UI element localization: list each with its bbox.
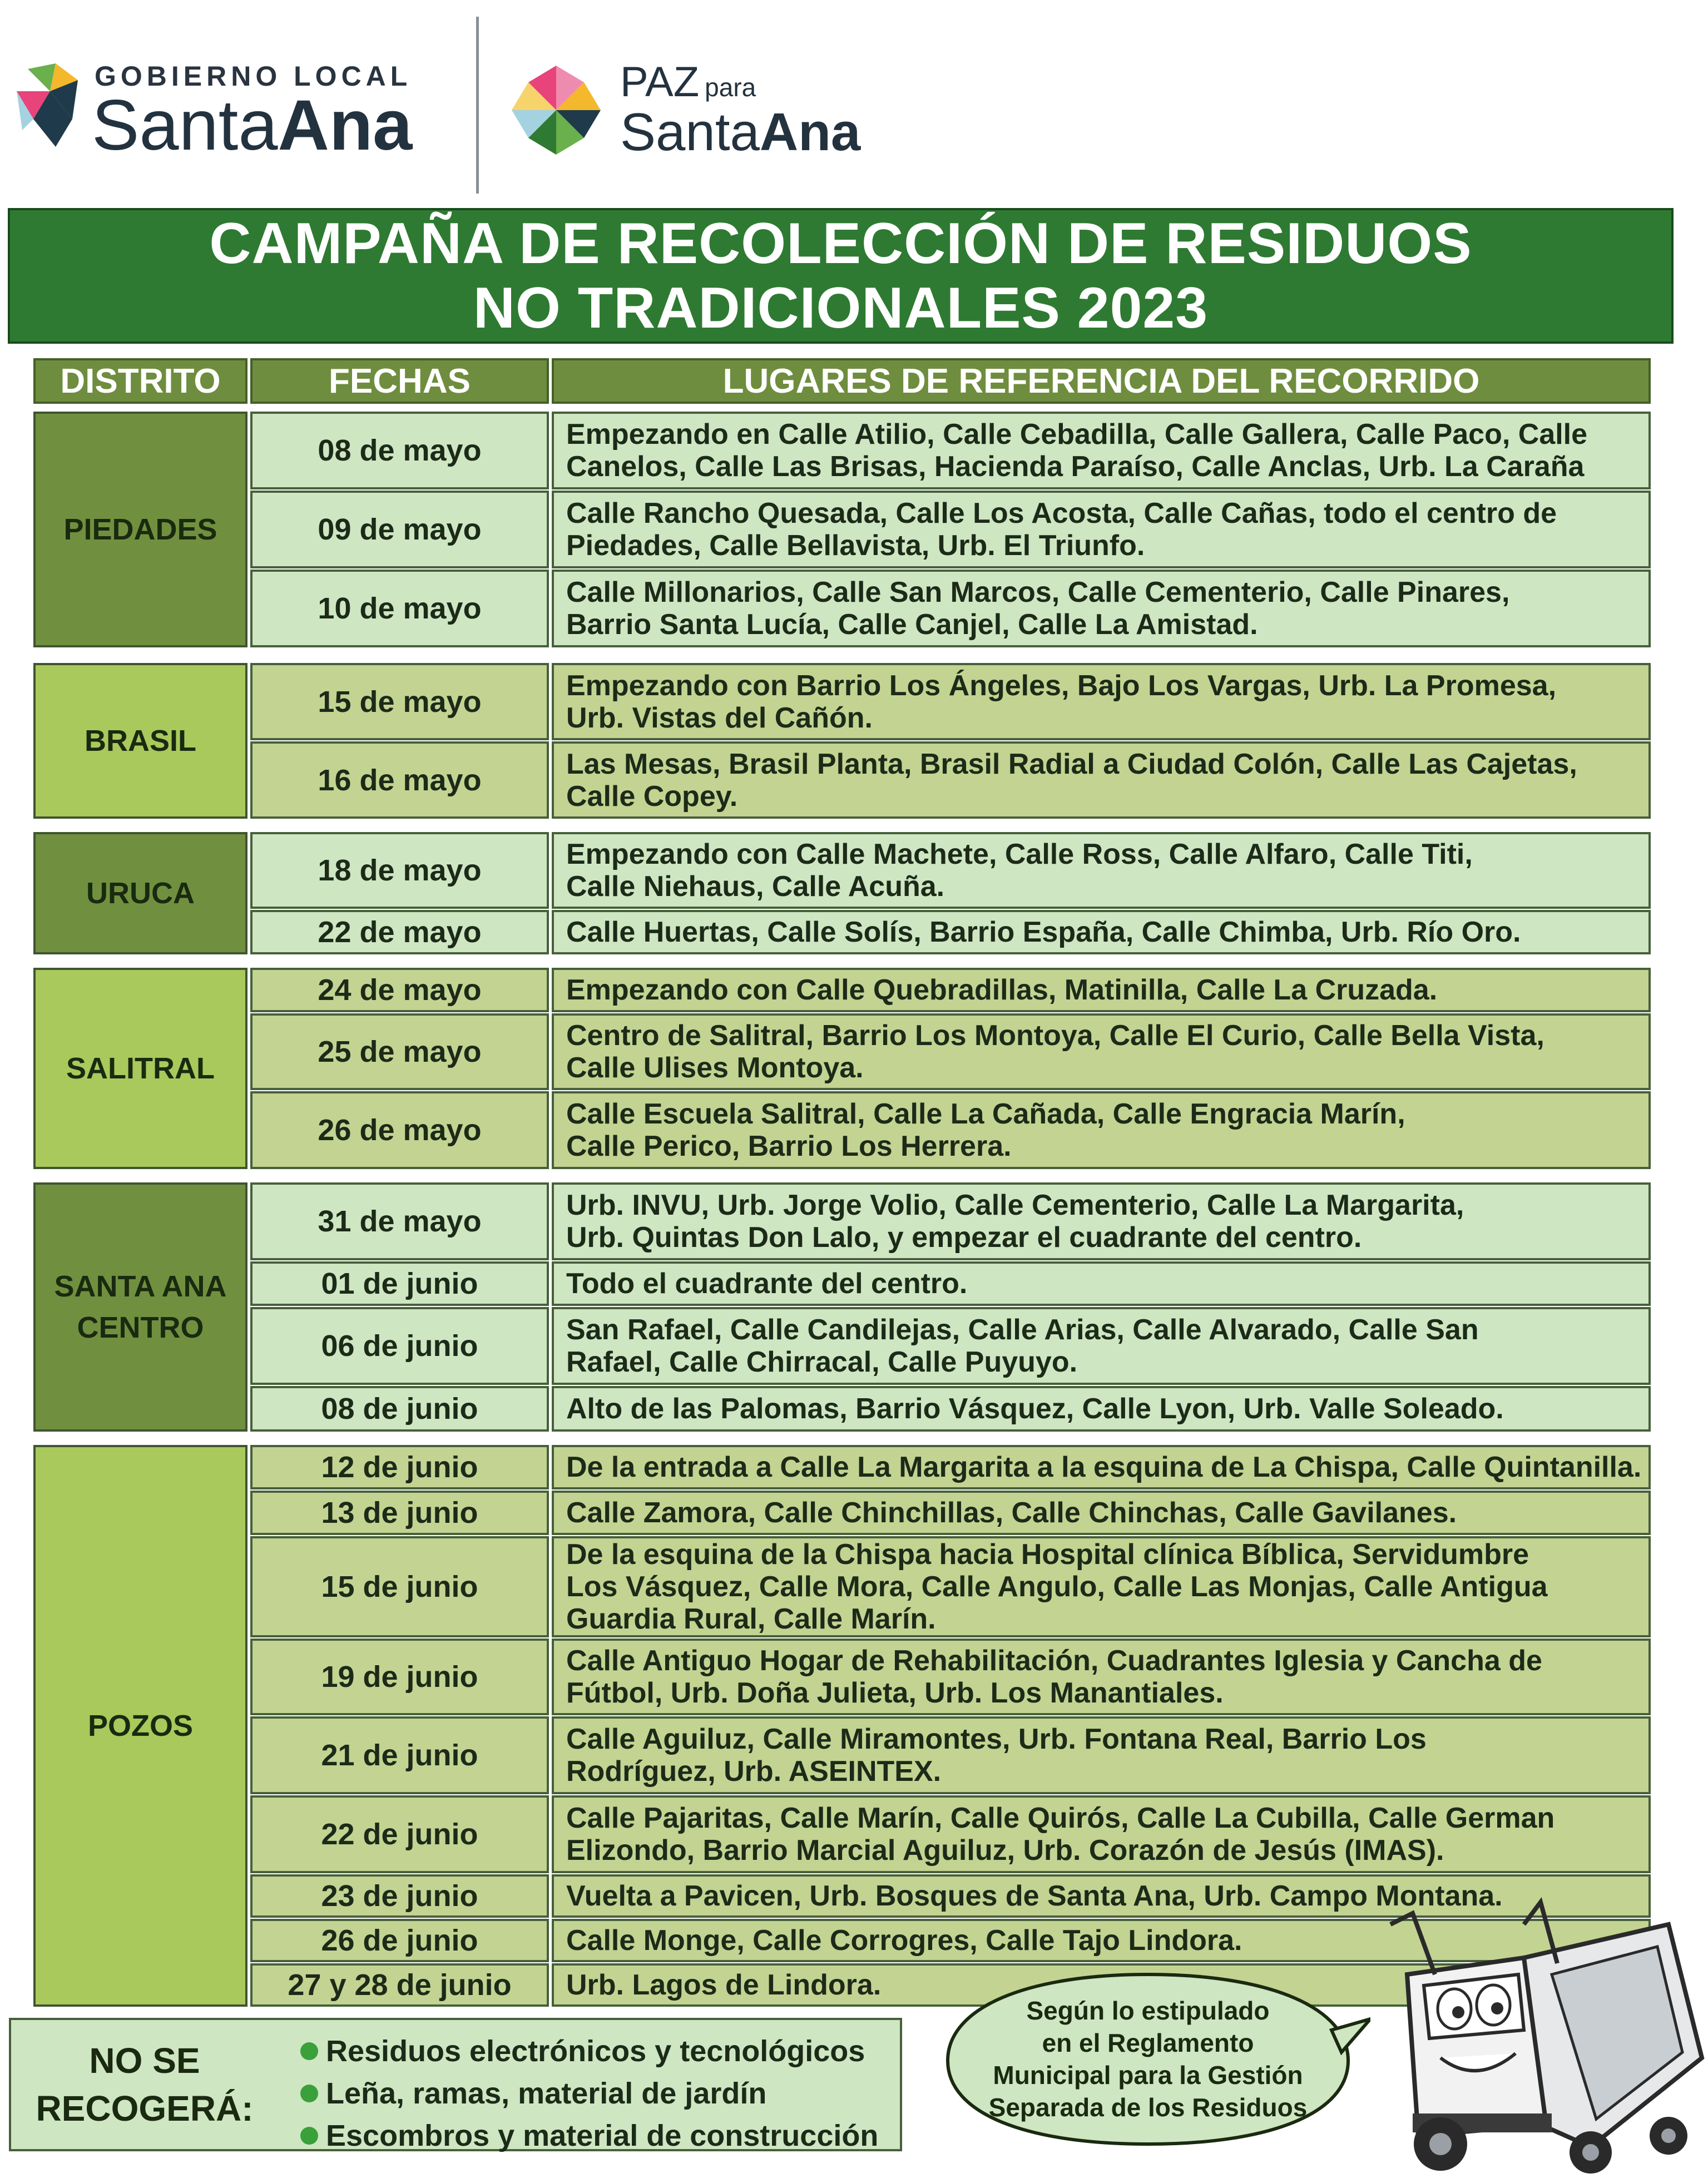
district-group-salitral	[33, 968, 1651, 1169]
list-item: Residuos electrónicos y tecnológicos	[300, 2030, 878, 2072]
places-cell: Empezando con Barrio Los Ángeles, Bajo Los Vargas, Urb. La Promesa, Urb. Vistas del Cañón.	[552, 663, 1651, 740]
places-cell: Calle Rancho Quesada, Calle Los Acosta, Calle Cañas, todo el centro de Piedades, Calle Bellavista, Urb. El Triunfo.	[552, 491, 1651, 568]
district-cell: URUCA	[33, 832, 247, 954]
date-cell: 25 de mayo	[250, 1013, 549, 1090]
table-row	[250, 1536, 1651, 1637]
district-cell: SALITRAL	[33, 968, 247, 1169]
places-cell: Calle Escuela Salitral, Calle La Cañada, Calle Engracia Marín, Calle Perico, Barrio Los Herrera.	[552, 1091, 1651, 1169]
table-row	[250, 832, 1651, 909]
district-group-santa-ana-centro	[33, 1182, 1651, 1432]
date-cell: 15 de junio	[250, 1536, 549, 1637]
table-row	[250, 1386, 1651, 1432]
header-fechas: FECHAS	[250, 358, 549, 404]
table-row	[250, 412, 1651, 489]
date-cell: 24 de mayo	[250, 968, 549, 1012]
date-cell: 09 de mayo	[250, 491, 549, 568]
places-cell: Calle Zamora, Calle Chinchillas, Calle Chinchas, Calle Gavilanes.	[552, 1491, 1651, 1535]
places-cell: Empezando en Calle Atilio, Calle Cebadilla, Calle Gallera, Calle Paco, Calle Canelos, Calle Las Brisas, Hacienda Paraíso, Calle Anclas, Urb. La Caraña	[552, 412, 1651, 489]
bullet-icon	[300, 2042, 318, 2060]
date-cell: 22 de mayo	[250, 910, 549, 954]
bullet-icon	[300, 2085, 318, 2102]
district-group-uruca	[33, 832, 1651, 954]
date-cell: 15 de mayo	[250, 663, 549, 740]
places-cell: Calle Monge, Calle Corrogres, Calle Tajo Lindora.	[552, 1919, 1651, 1962]
title-line-2: NO TRADICIONALES 2023	[473, 276, 1209, 340]
not-collected-title: NO SE RECOGERÁ:	[36, 2041, 254, 2128]
places-cell: Calle Aguiluz, Calle Miramontes, Urb. Fontana Real, Barrio Los Rodríguez, Urb. ASEINTEX.	[552, 1716, 1651, 1794]
date-cell: 23 de junio	[250, 1874, 549, 1918]
date-cell: 08 de junio	[250, 1386, 549, 1432]
paz-para-text: PAZ para	[620, 58, 756, 106]
date-cell: 18 de mayo	[250, 832, 549, 909]
table-row	[250, 663, 1651, 740]
gobierno-local-logo	[11, 56, 445, 167]
date-cell: 19 de junio	[250, 1639, 549, 1715]
date-cell: 08 de mayo	[250, 412, 549, 489]
district-group-piedades	[33, 412, 1651, 647]
date-cell: 21 de junio	[250, 1716, 549, 1794]
title-line-1: CAMPAÑA DE RECOLECCIÓN DE RESIDUOS	[209, 211, 1472, 276]
table-row	[250, 968, 1651, 1012]
district-cell: POZOS	[33, 1445, 247, 2007]
table-row	[250, 491, 1651, 568]
bullet-icon	[300, 2127, 318, 2145]
date-cell: 26 de mayo	[250, 1091, 549, 1169]
places-cell: Alto de las Palomas, Barrio Vásquez, Calle Lyon, Urb. Valle Soleado.	[552, 1386, 1651, 1432]
paz-para-santa-ana-logo	[506, 56, 929, 167]
places-cell: San Rafael, Calle Candilejas, Calle Arias, Calle Alvarado, Calle San Rafael, Calle Chirracal, Calle Puyuyo.	[552, 1307, 1651, 1385]
places-cell: De la esquina de la Chispa hacia Hospital clínica Bíblica, Servidumbre Los Vásquez, Calle Mora, Calle Angulo, Calle Las Monjas, Calle Antigua Guardia Rural, Calle Marín.	[552, 1536, 1651, 1637]
table-row	[250, 1795, 1651, 1873]
places-cell: Las Mesas, Brasil Planta, Brasil Radial a Ciudad Colón, Calle Las Cajetas, Calle Copey.	[552, 741, 1651, 819]
date-cell: 27 y 28 de junio	[250, 1963, 549, 2007]
speech-bubble-text: Según lo estipulado en el Reglamento Municipal para la Gestión Separada de los Residuos	[988, 1996, 1308, 2122]
table-row	[250, 1091, 1651, 1169]
table-row	[250, 1013, 1651, 1090]
district-group-brasil	[33, 663, 1651, 819]
places-cell: Calle Pajaritas, Calle Marín, Calle Quirós, Calle La Cubilla, Calle German Elizondo, Barrio Marcial Aguiluz, Urb. Corazón de Jesús (IMAS).	[552, 1795, 1651, 1873]
table-row	[250, 1716, 1651, 1794]
places-cell: De la entrada a Calle La Margarita a la esquina de La Chispa, Calle Quintanilla.	[552, 1445, 1651, 1489]
district-cell: PIEDADES	[33, 412, 247, 647]
date-cell: 22 de junio	[250, 1795, 549, 1873]
places-cell: Empezando con Calle Quebradillas, Matinilla, Calle La Cruzada.	[552, 968, 1651, 1012]
not-collected-list	[300, 2030, 878, 2157]
table-row	[250, 1491, 1651, 1535]
santa-ana-wordmark: SantaAna	[92, 86, 413, 165]
gobierno-local-label: GOBIERNO LOCAL	[95, 61, 412, 92]
list-item: Leña, ramas, material de jardín	[300, 2072, 878, 2115]
district-cell: SANTA ANA CENTRO	[33, 1182, 247, 1432]
table-row	[250, 570, 1651, 647]
date-cell: 13 de junio	[250, 1491, 549, 1535]
table-row	[250, 1182, 1651, 1260]
table-row	[250, 1307, 1651, 1385]
santa-ana-emblem-icon	[11, 58, 83, 152]
date-cell: 06 de junio	[250, 1307, 549, 1385]
places-cell: Empezando con Calle Machete, Calle Ross, Calle Alfaro, Calle Titi, Calle Niehaus, Calle Acuña.	[552, 832, 1651, 909]
places-cell: Vuelta a Pavicen, Urb. Bosques de Santa Ana, Urb. Campo Montana.	[552, 1874, 1651, 1918]
places-cell: Centro de Salitral, Barrio Los Montoya, Calle El Curio, Calle Bella Vista, Calle Ulises Montoya.	[552, 1013, 1651, 1090]
table-row	[250, 1261, 1651, 1306]
district-cell: BRASIL	[33, 663, 247, 819]
campaign-title-banner	[8, 208, 1674, 344]
header-divider	[476, 17, 479, 194]
table-row	[250, 910, 1651, 954]
paz-santa-ana-wordmark: SantaAna	[620, 102, 861, 162]
header	[0, 0, 1708, 200]
places-cell: Todo el cuadrante del centro.	[552, 1261, 1651, 1306]
garbage-truck-icon	[1357, 1891, 1708, 2175]
pinwheel-icon	[506, 60, 606, 160]
places-cell: Calle Millonarios, Calle San Marcos, Calle Cementerio, Calle Pinares, Barrio Santa Lucía, Calle Canjel, Calle La Amistad.	[552, 570, 1651, 647]
date-cell: 10 de mayo	[250, 570, 549, 647]
header-distrito: DISTRITO	[33, 358, 247, 404]
table-row	[250, 741, 1651, 819]
header-lugares: LUGARES DE REFERENCIA DEL RECORRIDO	[552, 358, 1651, 404]
places-cell: Urb. INVU, Urb. Jorge Volio, Calle Cementerio, Calle La Margarita, Urb. Quintas Don Lalo, y empezar el cuadrante del centro.	[552, 1182, 1651, 1260]
date-cell: 12 de junio	[250, 1445, 549, 1489]
date-cell: 31 de mayo	[250, 1182, 549, 1260]
date-cell: 16 de mayo	[250, 741, 549, 819]
table-row	[250, 1445, 1651, 1489]
date-cell: 26 de junio	[250, 1919, 549, 1962]
date-cell: 01 de junio	[250, 1261, 549, 1306]
list-item: Escombros y material de construcción	[300, 2115, 878, 2157]
table-row	[250, 1639, 1651, 1715]
not-collected-box	[9, 2018, 902, 2151]
garbage-truck-illustration	[1357, 1891, 1708, 2175]
places-cell: Calle Huertas, Calle Solís, Barrio España, Calle Chimba, Urb. Río Oro.	[552, 910, 1651, 954]
table-header	[33, 358, 1651, 404]
places-cell: Calle Antiguo Hogar de Rehabilitación, Cuadrantes Iglesia y Cancha de Fútbol, Urb. Doña Julieta, Urb. Los Manantiales.	[552, 1639, 1651, 1715]
speech-bubble	[925, 1963, 1370, 2152]
places-cell: Urb. Lagos de Lindora.	[552, 1963, 1651, 2007]
